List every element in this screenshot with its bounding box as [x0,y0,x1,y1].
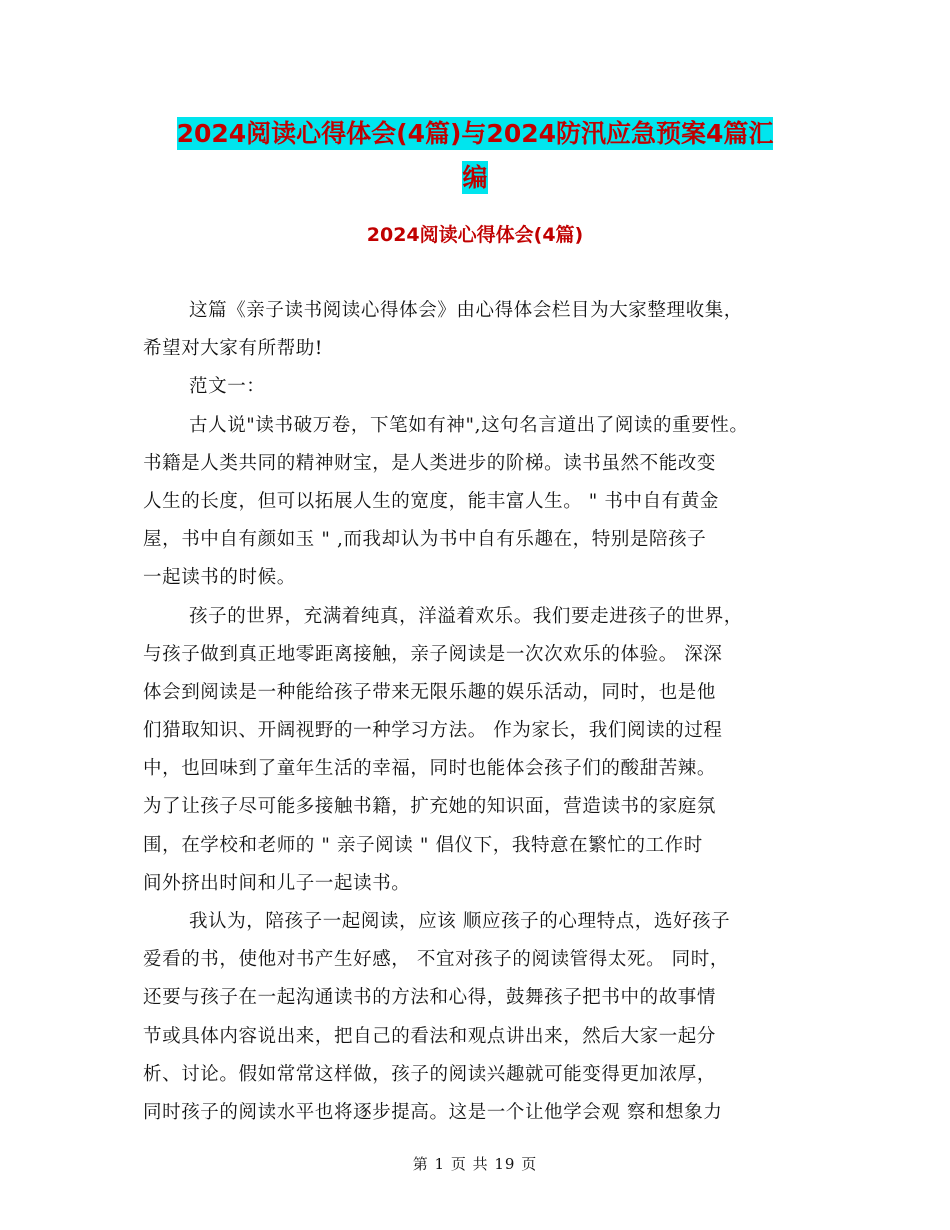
section-title: 2024阅读心得体会(4篇) [366,224,584,246]
paragraph-line: 中，也回味到了童年生活的幸福，同时也能体会孩子们的酸甜苦辣。 [143,758,717,780]
paragraph-line: 与孩子做到真正地零距离接触，亲子阅读是一次次欢乐的体验。 深深 [143,643,723,665]
paragraph-line: 书籍是人类共同的精神财宝，是人类进步的阶梯。读书虽然不能改变 [143,452,717,474]
paragraph-line: 希望对大家有所帮助! [143,338,323,360]
paragraph-line: 同时孩子的阅读水平也将逐步提高。这是一个让他学会观 察和想象力 [143,1101,723,1123]
paragraph-line: 还要与孩子在一起沟通读书的方法和心得，鼓舞孩子把书中的故事情 [143,987,717,1009]
page-number: 第 1 页 共 19 页 [412,1155,538,1173]
title-line-2: 编 [462,163,488,192]
paragraph-line: 间外挤出时间和儿子一起读书。 [143,872,411,894]
paragraph-line: 析、讨论。假如常常这样做，孩子的阅读兴趣就可能变得更加浓厚， [143,1063,717,1085]
paragraph-line: 古人说"读书破万卷，下笔如有神",这句名言道出了阅读的重要性。 [189,414,749,436]
document-title [0,112,950,200]
paragraph-line: 们猎取知识、开阔视野的一种学习方法。 作为家长，我们阅读的过程 [143,720,723,742]
title-line-1: 2024阅读心得体会(4篇)与2024防汛应急预案4篇汇 [176,119,774,148]
paragraph-line: 这篇《亲子读书阅读心得体会》由心得体会栏目为大家整理收集， [189,300,743,321]
paragraph-line: 一起读书的时候。 [143,567,296,589]
paragraph-line: 我认为，陪孩子一起阅读，应该 顺应孩子的心理特点，选好孩子 [189,911,731,932]
paragraph-line: 为了让孩子尽可能多接触书籍，扩充她的知识面，营造读书的家庭氛 [143,796,717,818]
paragraph-line: 范文一： [189,376,266,398]
paragraph-line: 体会到阅读是一种能给孩子带来无限乐趣的娱乐活动，同时，也是他 [143,681,717,703]
paragraph-line: 节或具体内容说出来，把自己的看法和观点讲出来，然后大家一起分 [143,1025,717,1047]
body-text [143,292,823,1132]
paragraph-line: 孩子的世界，充满着纯真，洋溢着欢乐。我们要走进孩子的世界， [189,605,743,627]
paragraph-line: 爱看的书，使他对书产生好感， 不宜对孩子的阅读管得太死。 同时， [143,949,729,971]
paragraph-line: 围，在学校和老师的 " 亲子阅读 " 倡仪下，我特意在繁忙的工作时 [143,834,703,856]
paragraph-line: 屋，书中自有颜如玉 " ,而我却认为书中自有乐趣在，特别是陪孩子 [143,529,707,551]
paragraph-line: 人生的长度，但可以拓展人生的宽度，能丰富人生。 " 书中自有黄金 [143,490,719,512]
